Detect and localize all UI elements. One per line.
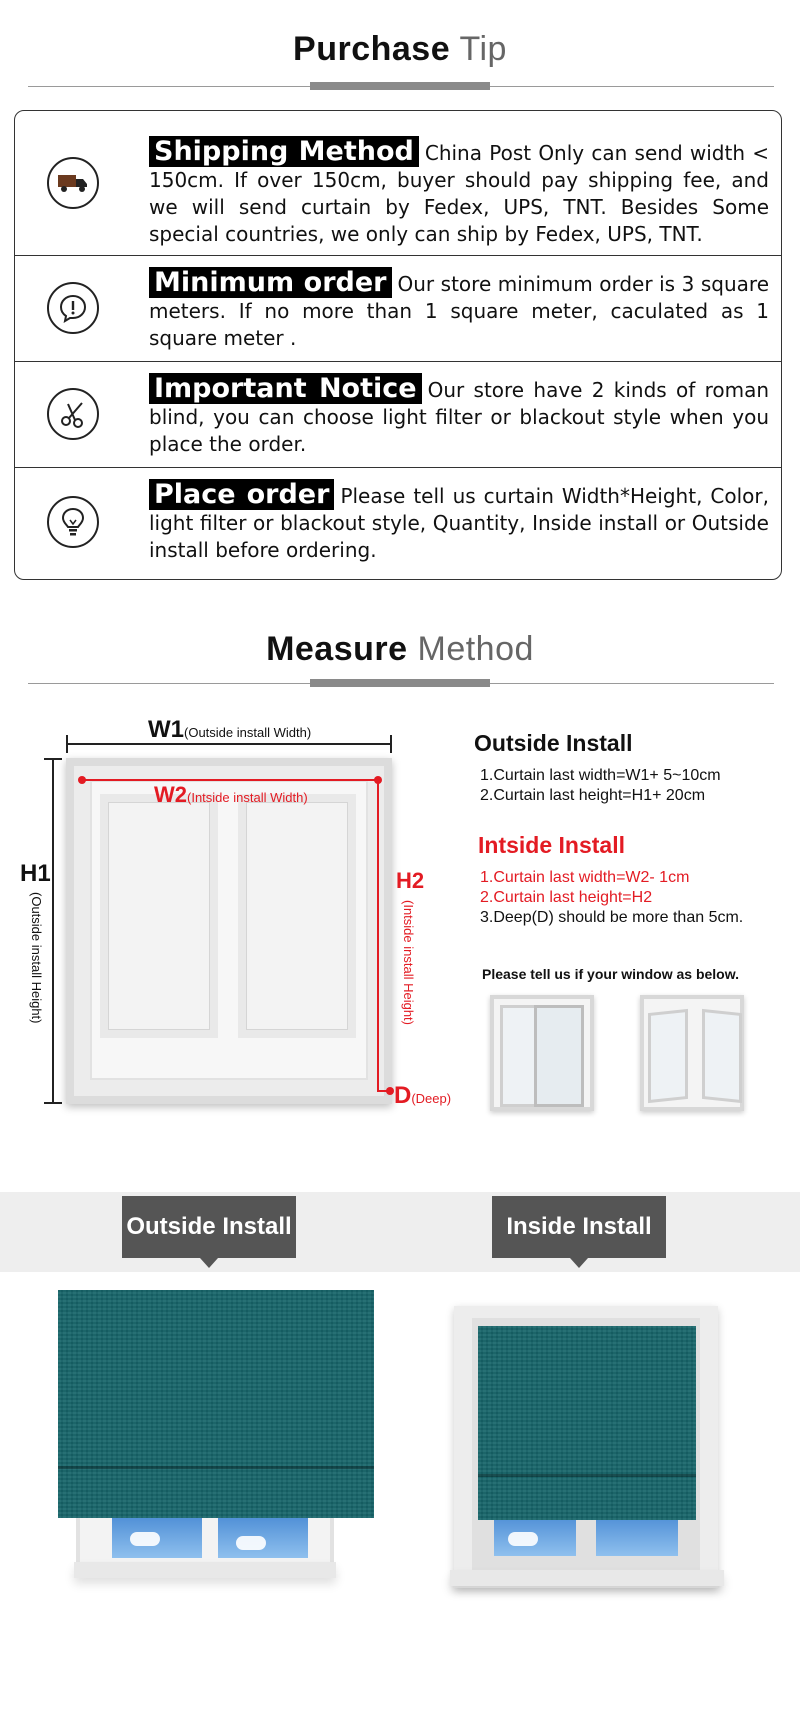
inside-line-2: 2.Curtain last height=H2: [480, 889, 653, 906]
tip-label: Minimum order: [149, 267, 392, 298]
window-inner-frame: [90, 780, 368, 1080]
w1-label: W1(Outside install Width): [148, 716, 312, 743]
install-header-band: [0, 1192, 800, 1272]
inside-line-1: 1.Curtain last width=W2- 1cm: [480, 869, 690, 886]
tip-minimum-order: [15, 255, 781, 361]
cloud: [236, 1536, 266, 1550]
w1-tick-left: [66, 735, 68, 753]
casement-window-image: [640, 995, 744, 1111]
tip-important-notice: [15, 361, 781, 467]
tip-place-order-text: Place order Please tell us curtain Width*Height, Color, light filter or blackout style, Quantity, Inside install or Outside install before ordering.: [149, 479, 769, 562]
h2-dimension-line: [377, 780, 379, 1092]
tip-minimum-text: Minimum order Our store minimum order is 3 square meters. If no more than 1 square meter, caculated as 1 square meter .: [149, 267, 770, 350]
measure-method-title: Measure Method: [266, 630, 534, 668]
outside-install-title: Outside Install: [474, 730, 633, 756]
lightbulb-icon: [47, 496, 99, 548]
teal-roman-blind: [478, 1326, 696, 1520]
h1-tick-top: [44, 758, 62, 760]
h1-label: H1: [20, 860, 51, 887]
purchase-tip-title: Purchase Tip: [293, 30, 507, 68]
h1-note: (Outside install Height): [29, 892, 44, 1024]
inside-install-tag: Inside Install: [492, 1196, 666, 1258]
inside-install-title: Intside Install: [478, 832, 625, 858]
blind-fold: [58, 1466, 374, 1469]
window-glass: [596, 1516, 678, 1556]
tip-shipping-method: [15, 111, 781, 255]
d-label: D(Deep): [394, 1082, 452, 1109]
outside-line-2: 2.Curtain last height=H1+ 20cm: [480, 787, 706, 804]
tip-notice-text: Important Notice Our store have 2 kinds of roman blind, you can choose light filter or blackout style when you place the order.: [149, 373, 770, 456]
window-type-note: Please tell us if your window as below.: [482, 966, 739, 982]
h2-label: H2: [396, 868, 425, 893]
sliding-window-image: [490, 995, 594, 1111]
h1-dimension-line: [52, 758, 54, 1104]
h1-tick-bottom: [44, 1102, 62, 1104]
w2-label: W2(Intside install Width): [154, 782, 308, 807]
w1-tick-right: [390, 735, 392, 753]
tip-shipping-text: Shipping Method China Post Only can send width < 150cm. If over 150cm, buyer should pay shipping fee, and we will send curtain by Fedex, UPS, TNT. Besides Some special countries, we only can ship by Fedex, UPS, TNT.: [149, 136, 770, 246]
h2-note: (Intside install Height): [401, 900, 416, 1025]
tip-place-order: [15, 467, 781, 579]
w2-marker-left: [78, 776, 86, 784]
outside-install-tag: Outside Install: [122, 1196, 296, 1258]
purchase-tips-box: [14, 110, 782, 580]
inside-line-3: 3.Deep(D) should be more than 5cm.: [480, 909, 744, 926]
outside-line-1: 1.Curtain last width=W1+ 5~10cm: [480, 767, 721, 784]
cloud: [130, 1532, 160, 1546]
w2-dimension-line: [82, 779, 378, 781]
alert-bubble-icon: [47, 282, 99, 334]
d-marker: [386, 1087, 394, 1095]
tip-label: Place order: [149, 479, 334, 510]
cloud: [508, 1532, 538, 1546]
divider-accent: [310, 82, 490, 90]
tip-label: Important Notice: [149, 373, 422, 404]
blind-fold: [478, 1474, 696, 1477]
window-pane-left: [100, 794, 218, 1038]
truck-icon: [47, 157, 99, 209]
window-illustration: [66, 758, 392, 1104]
teal-roman-blind: [58, 1290, 374, 1518]
scissors-icon: [47, 388, 99, 440]
tip-label: Shipping Method: [149, 136, 419, 167]
window-pane-right: [238, 794, 356, 1038]
divider-accent: [310, 679, 490, 687]
